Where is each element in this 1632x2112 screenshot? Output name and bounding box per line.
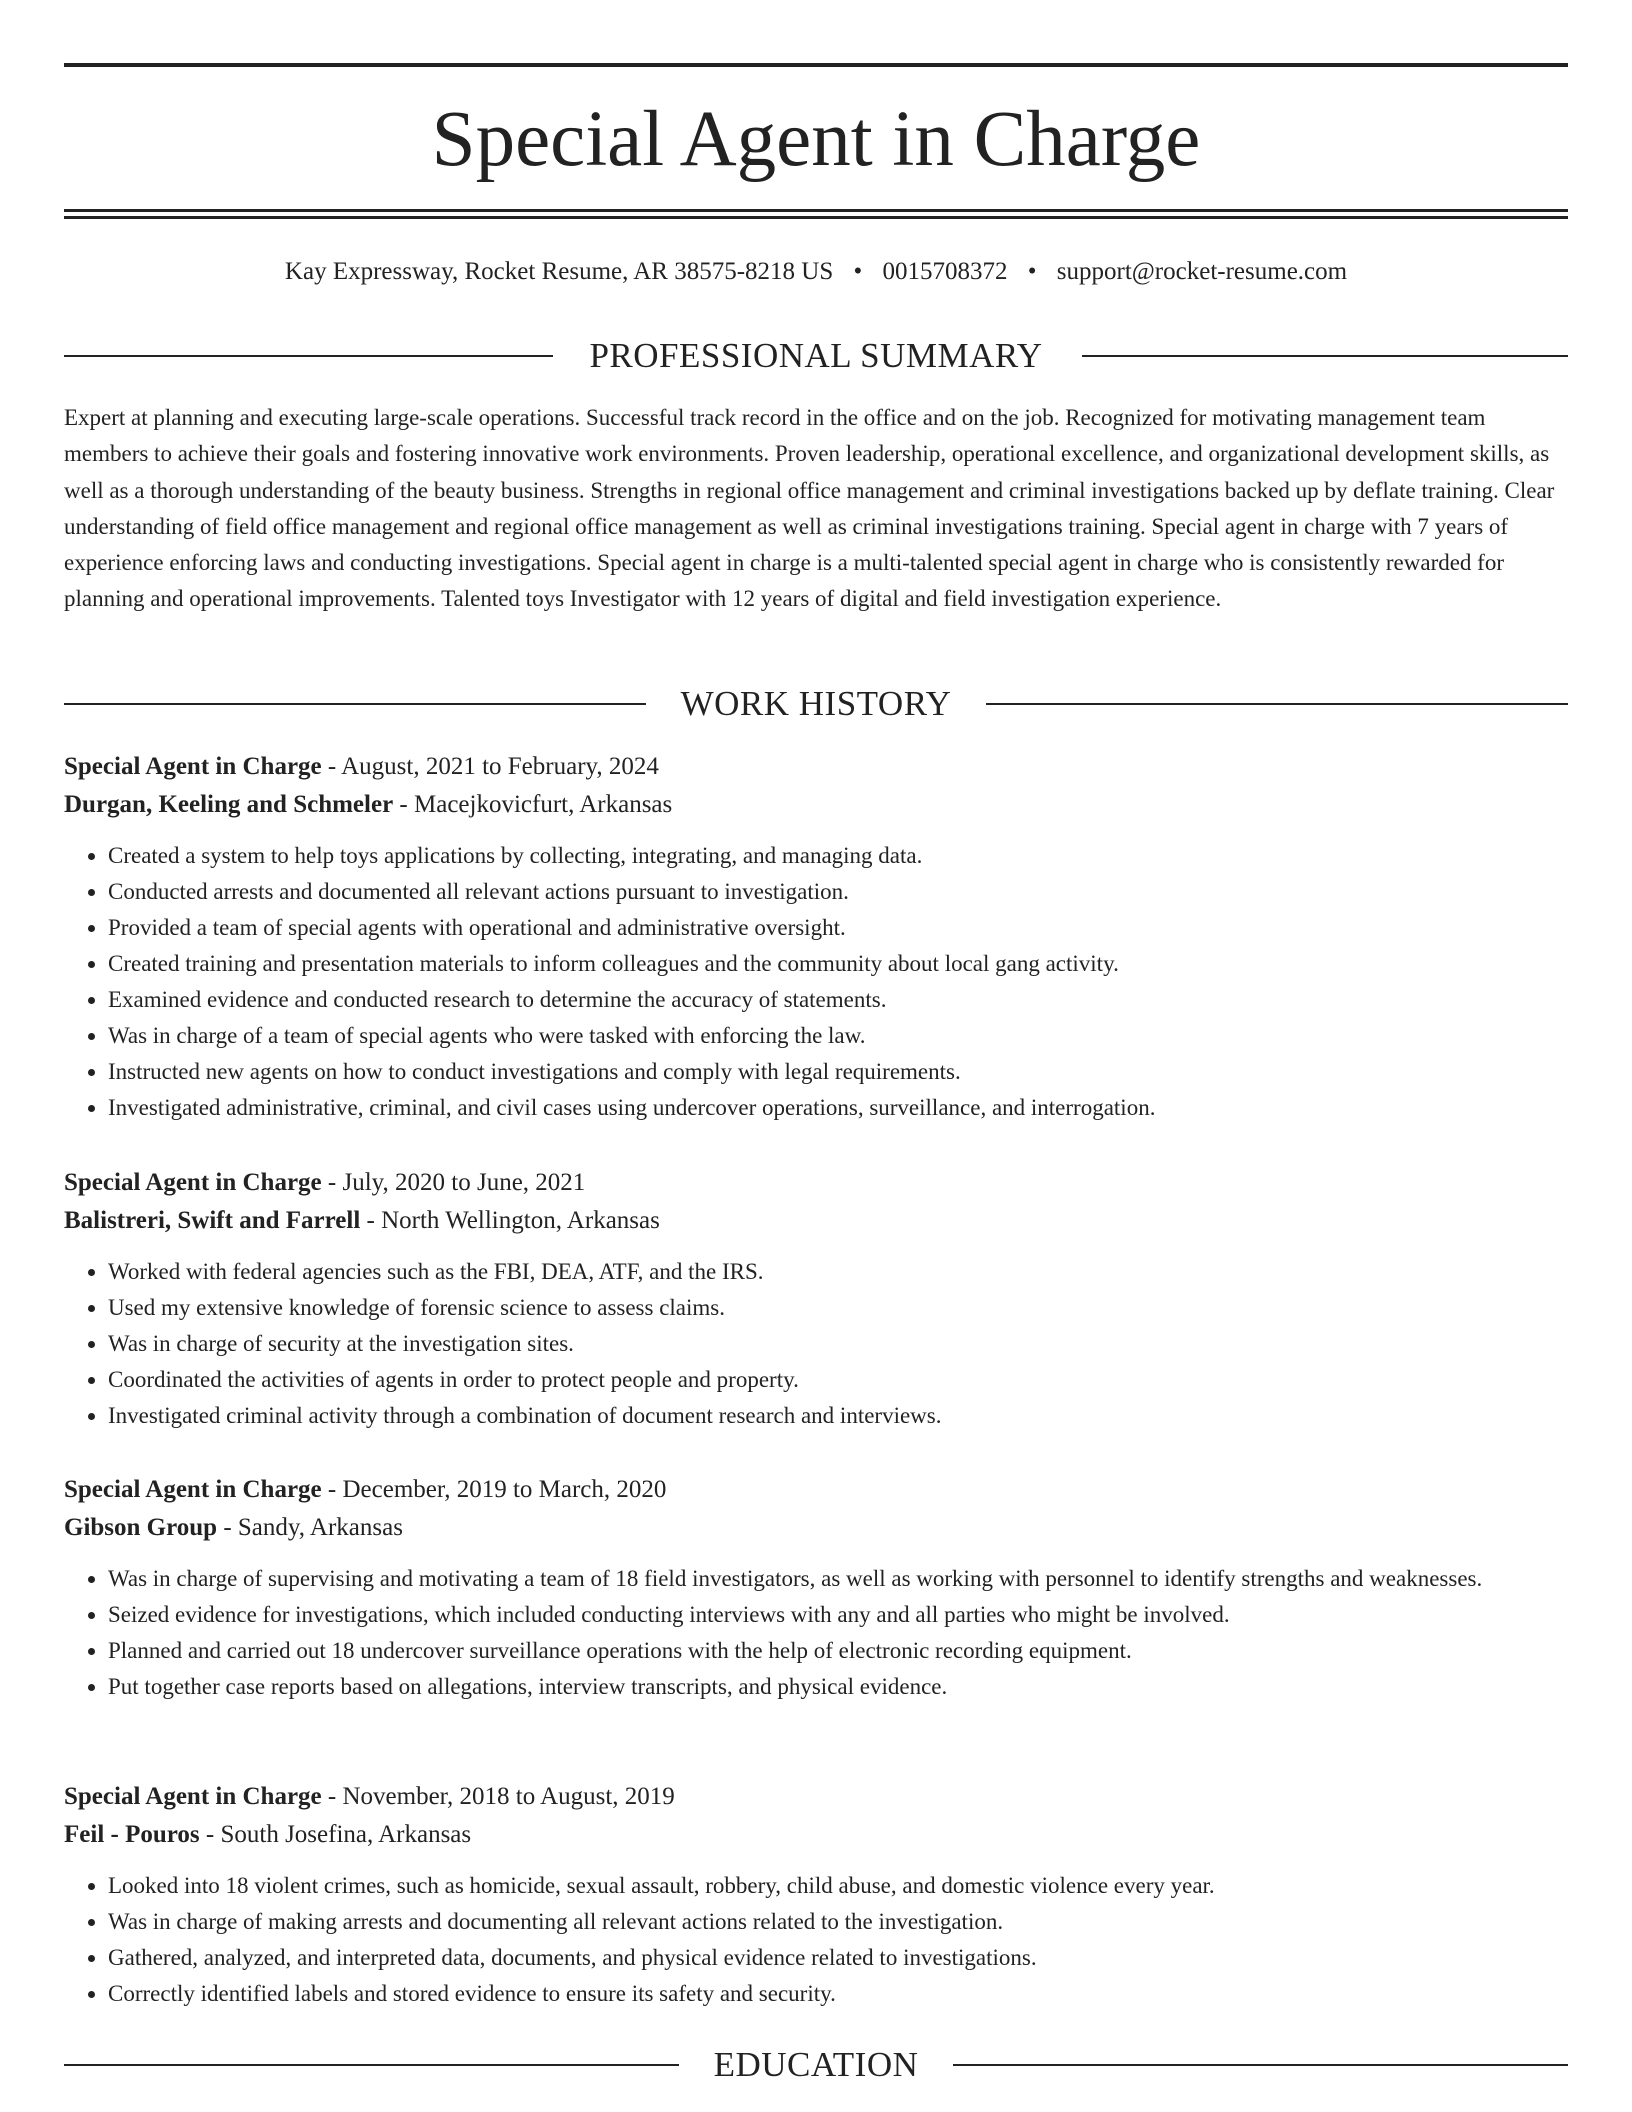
list-item: • Looked into 18 violent crimes, such as homicide, sexual assault, robbery, child abuse, and domestic violence every year. [108, 1868, 1568, 1904]
contact-separator: • [1027, 258, 1037, 285]
contact-line [64, 255, 1568, 289]
list-item: • Examined evidence and conducted research to determine the accuracy of statements. [108, 982, 1568, 1018]
list-item: • Provided a team of special agents with operational and administrative oversight. [108, 910, 1568, 946]
list-item: • Conducted arrests and documented all relevant actions pursuant to investigation. [108, 874, 1568, 910]
summary-heading [64, 336, 1568, 376]
job-dates: - August, 2021 to February, 2024 [321, 753, 659, 780]
contact-phone: 0015708372 [882, 258, 1008, 285]
job-location: - South Josefina, Arkansas [199, 1821, 472, 1848]
job-title-line [64, 1778, 1568, 1816]
work-history-heading [64, 684, 1568, 724]
list-item: • Coordinated the activities of agents in order to protect people and property. [108, 1362, 1568, 1398]
section-title: WORK HISTORY [680, 684, 952, 723]
contact-address: Kay Expressway, Rocket Resume, AR 38575-8218 US [284, 258, 834, 285]
title-rule-upper [64, 209, 1568, 212]
job-company-line [64, 786, 1568, 824]
job-title: Special Agent in Charge [64, 1169, 322, 1196]
list-item: • Put together case reports based on allegations, interview transcripts, and physical evidence. [108, 1669, 1568, 1705]
job-title: Special Agent in Charge [64, 1783, 322, 1810]
job-company: Balistreri, Swift and Farrell [64, 1207, 361, 1234]
job-entry [64, 748, 1568, 1126]
title-rule-lower [64, 216, 1568, 219]
page-title: Special Agent in Charge [431, 96, 1201, 183]
summary-text: Expert at planning and executing large-scale operations. Successful track record in the office and on the job. Recognized for motivating management team members to achieve their goals and fostering innovative work environments. Proven leadership, operational excellence, and organizational development skills, as well as a thorough understanding of the beauty business. Strengths in regional office management and criminal investigations backed up by deflate training. Clear understanding of field office management and regional office management as well as criminal investigations training. Special agent in charge with 7 years of experience enforcing laws and conducting investigations. Special agent in charge is a multi-talented special agent in charge who is consistently rewarded for planning and operational improvements. Talented toys Investigator with 12 years of digital and field investigation experience. [64, 405, 1555, 612]
list-item: • Was in charge of supervising and motivating a team of 18 field investigators, as well as working with personnel to identify strengths and weaknesses. [108, 1561, 1568, 1597]
list-item: • Used my extensive knowledge of forensic science to assess claims. [108, 1290, 1568, 1326]
list-item: • Was in charge of making arrests and documenting all relevant actions related to the investigation. [108, 1904, 1568, 1940]
job-title: Special Agent in Charge [64, 753, 322, 780]
top-rule [64, 63, 1568, 67]
list-item: • Planned and carried out 18 undercover surveillance operations with the help of electronic recording equipment. [108, 1633, 1568, 1669]
list-item: • Correctly identified labels and stored evidence to ensure its safety and security. [108, 1976, 1568, 2012]
job-dates: - November, 2018 to August, 2019 [321, 1783, 675, 1810]
contact-separator: • [853, 258, 863, 285]
education-heading [64, 2045, 1568, 2085]
list-item: • Instructed new agents on how to conduct investigations and comply with legal requirements. [108, 1054, 1568, 1090]
job-company: Durgan, Keeling and Schmeler [64, 791, 394, 818]
list-item: • Created a system to help toys applications by collecting, integrating, and managing data. [108, 838, 1568, 874]
job-entry [64, 1778, 1568, 2012]
job-company: Feil - Pouros [64, 1821, 200, 1848]
job-company-line [64, 1816, 1568, 1854]
list-item: • Created training and presentation materials to inform colleagues and the community about local gang activity. [108, 946, 1568, 982]
job-title-line [64, 1164, 1568, 1202]
job-company-line [64, 1202, 1568, 1240]
job-dates: - July, 2020 to June, 2021 [321, 1169, 586, 1196]
job-title-line [64, 1471, 1568, 1509]
job-company: Gibson Group [64, 1514, 218, 1541]
job-bullets [64, 1868, 1568, 2012]
job-bullets [64, 1254, 1568, 1434]
list-item: • Seized evidence for investigations, which included conducting interviews with any and all parties who might be involved. [108, 1597, 1568, 1633]
list-item: • Investigated criminal activity through a combination of document research and interviews. [108, 1398, 1568, 1434]
job-title: Special Agent in Charge [64, 1476, 322, 1503]
list-item: • Was in charge of security at the investigation sites. [108, 1326, 1568, 1362]
job-title-line [64, 748, 1568, 786]
job-company-line [64, 1509, 1568, 1547]
section-title: PROFESSIONAL SUMMARY [589, 336, 1043, 375]
list-item: • Investigated administrative, criminal, and civil cases using undercover operations, surveillance, and interrogation. [108, 1090, 1568, 1126]
job-location: - Sandy, Arkansas [217, 1514, 403, 1541]
job-entry [64, 1471, 1568, 1705]
job-bullets [64, 838, 1568, 1126]
job-dates: - December, 2019 to March, 2020 [321, 1476, 667, 1503]
job-bullets [64, 1561, 1568, 1705]
list-item: • Gathered, analyzed, and interpreted data, documents, and physical evidence related to investigations. [108, 1940, 1568, 1976]
contact-email: support@rocket-resume.com [1056, 258, 1348, 285]
list-item: • Was in charge of a team of special agents who were tasked with enforcing the law. [108, 1018, 1568, 1054]
job-location: - Macejkovicfurt, Arkansas [393, 791, 673, 818]
list-item: • Worked with federal agencies such as the FBI, DEA, ATF, and the IRS. [108, 1254, 1568, 1290]
job-entry [64, 1164, 1568, 1434]
job-location: - North Wellington, Arkansas [360, 1207, 660, 1234]
section-title: EDUCATION [713, 2045, 919, 2084]
